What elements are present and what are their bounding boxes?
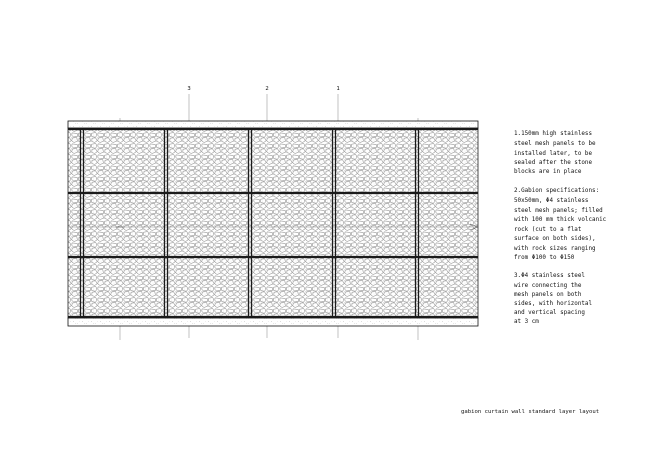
callout-2: 2 (265, 86, 269, 92)
note-1 (514, 131, 596, 175)
note-1-line: blocks are in place (514, 169, 582, 175)
note-2-line: steel mesh panels; filled (514, 208, 603, 214)
note-2-line: 2.Gabion specifications: (514, 188, 600, 194)
top-slab (68, 121, 478, 128)
note-2-line: rock (cut to a flat (514, 227, 582, 233)
callout-1: 1 (336, 86, 340, 92)
note-1-line: sealed after the stone (514, 160, 593, 166)
stone-infill (68, 128, 478, 318)
callout-3: 3 (187, 86, 191, 92)
drawing-caption: gabion curtain wall standard layer layout (461, 409, 600, 415)
note-1-line: 1.150mm high stainless (514, 131, 593, 137)
note-3-line: mesh panels on both (514, 292, 582, 298)
note-2-line: surface on both sides), (514, 236, 596, 242)
note-1-line: installed later, to be (514, 151, 593, 157)
note-3-line: sides, with horizontal (514, 301, 593, 307)
note-3-line: and vertical spacing (514, 310, 585, 316)
note-3 (514, 273, 592, 325)
note-2-line: with 100 mm thick volcanic (514, 217, 607, 223)
note-3-line: at 3 cm (514, 319, 539, 325)
note-2-line: from Φ100 to Φ150 (514, 255, 575, 261)
note-2 (514, 188, 607, 261)
note-2-line: with rock sizes ranging (514, 246, 596, 252)
bottom-slab (68, 318, 478, 326)
note-3-line: wire connecting the (514, 283, 582, 289)
note-2-line: 50x50mm, Φ4 stainless (514, 198, 589, 204)
note-3-line: 3.Φ4 stainless steel (514, 273, 585, 279)
note-1-line: steel mesh panels to be (514, 141, 596, 147)
